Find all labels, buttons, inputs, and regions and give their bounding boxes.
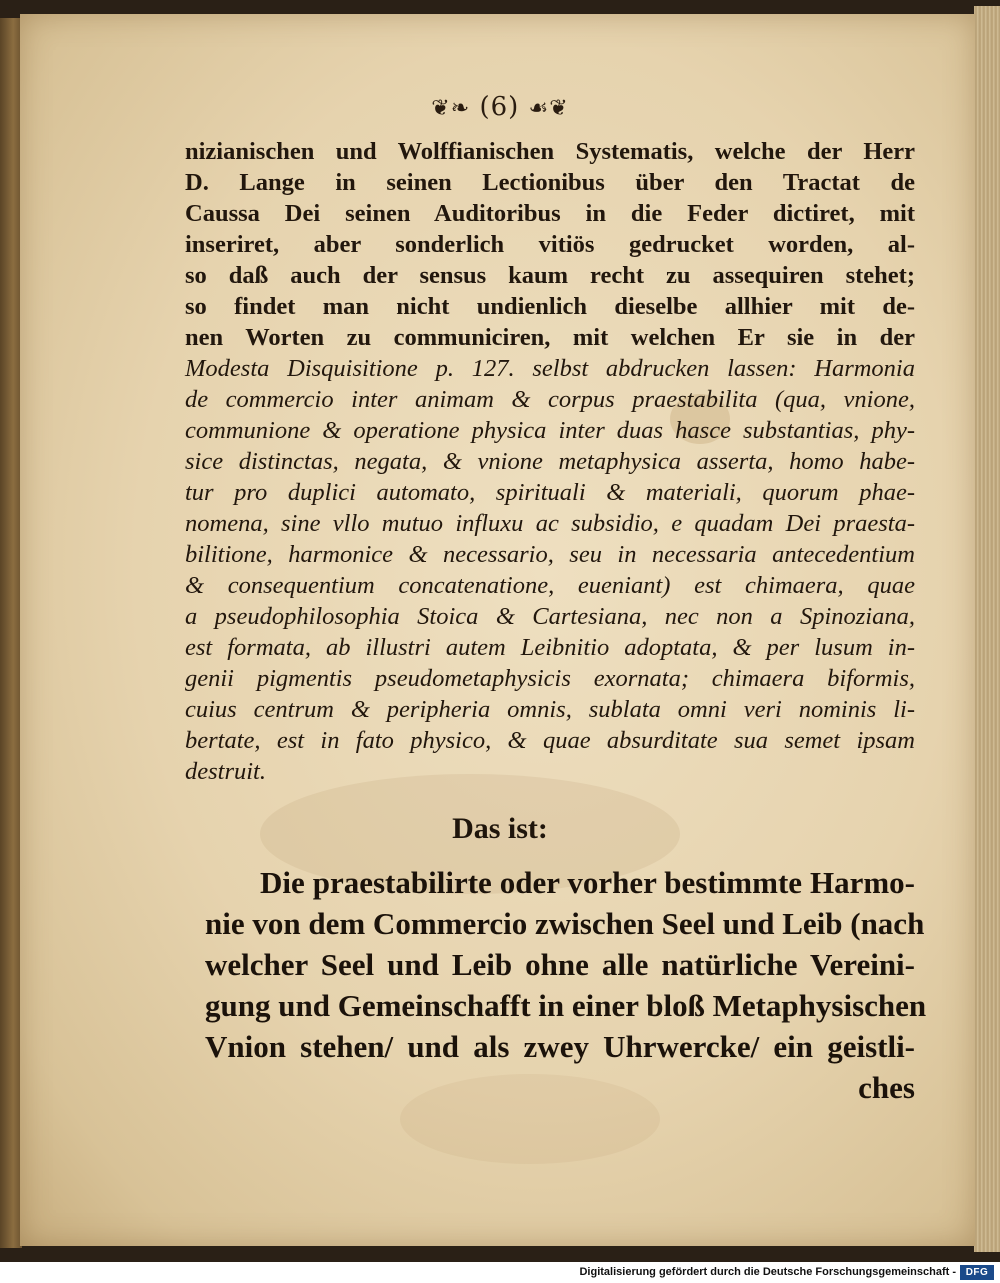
- text-line: nomena, sine vllo mutuo influxu ac subsidio, e quadam Dei praesta-: [185, 510, 915, 537]
- text-line: Vnion stehen/ und als zwey Uhrwercke/ ein geistli-: [205, 1029, 915, 1064]
- ornament-right-icon: ☙❦: [528, 96, 569, 121]
- text-line: so daß auch der sensus kaum recht zu assequiren stehet;: [185, 262, 915, 289]
- latin-quotation-block: [185, 136, 915, 787]
- ornament-left-icon: ❦❧: [431, 96, 471, 121]
- text-line: est formata, ab illustri autem Leibnitio adoptata, & per lusum in-: [185, 634, 915, 661]
- text-line: inseriret, aber sonderlich vitiös gedrucket worden, al-: [185, 231, 915, 258]
- text-line: gung und Gemeinschafft in einer bloß Metaphysischen: [205, 988, 927, 1023]
- text-line: cuius centrum & peripheria omnis, sublata omni veri nominis li-: [185, 696, 915, 723]
- text-line: tur pro duplici automato, spirituali & materiali, quorum phae-: [185, 479, 915, 506]
- text-line: sice distinctas, negata, & vnione metaphysica asserta, homo habe-: [185, 448, 915, 475]
- digitization-footer: [0, 1262, 1000, 1283]
- text-line: nie von dem Commercio zwischen Seel und Leib (nach: [205, 906, 925, 941]
- section-heading: Das ist:: [452, 812, 548, 845]
- catchword: ches: [858, 1070, 915, 1105]
- text-line: communione & operatione physica inter duas hasce substantias, phy-: [185, 417, 915, 444]
- text-line: & consequentium concatenatione, eueniant) est chimaera, quae: [185, 572, 915, 599]
- text-line: bertate, est in fato physico, & quae absurditate sua semet ipsam: [185, 727, 915, 754]
- page-edges: [974, 6, 1000, 1252]
- german-translation-block: [205, 862, 927, 1108]
- text-line: destruit.: [185, 758, 266, 785]
- funding-credit: Digitalisierung gefördert durch die Deutsche Forschungsgemeinschaft -: [579, 1266, 956, 1278]
- text-line: welcher Seel und Leib ohne alle natürliche Vereini-: [205, 947, 915, 982]
- text-line: Die praestabilirte oder vorher bestimmte Harmo-: [260, 865, 915, 900]
- text-line: nizianischen und Wolffianischen Systematis, welche der Herr: [185, 138, 915, 165]
- text-line: Caussa Dei seinen Auditoribus in die Feder dictiret, mit: [185, 200, 915, 227]
- book-spine: [0, 18, 22, 1248]
- page-number: (6): [479, 92, 520, 122]
- text-line: Modesta Disquisitione p. 127. selbst abdrucken lassen: Harmonia: [185, 355, 915, 382]
- text-line: a pseudophilosophia Stoica & Cartesiana, nec non a Spinoziana,: [185, 603, 915, 630]
- dfg-logo: DFG: [960, 1265, 994, 1280]
- text-line: bilitione, harmonice & necessario, seu in necessaria antecedentium: [185, 541, 915, 568]
- text-line: nen Worten zu communiciren, mit welchen Er sie in der: [185, 324, 915, 351]
- text-line: so findet man nicht undienlich dieselbe allhier mit de-: [185, 293, 915, 320]
- text-line: genii pigmentis pseudometaphysicis exornata; chimaera biformis,: [185, 665, 915, 692]
- page-header: [0, 92, 1000, 122]
- text-line: de commercio inter animam & corpus praestabilita (qua, vnione,: [185, 386, 915, 413]
- text-line: D. Lange in seinen Lectionibus über den Tractat de: [185, 169, 915, 196]
